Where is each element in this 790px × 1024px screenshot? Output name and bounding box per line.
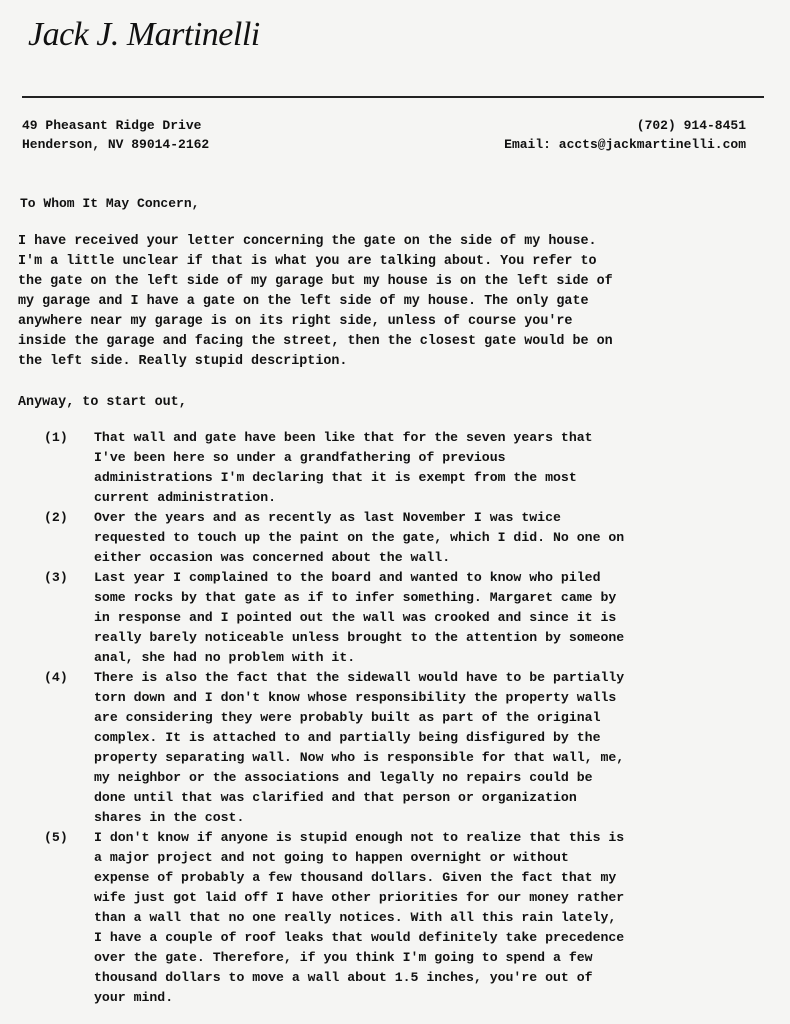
item-line: property separating wall. Now who is responsible for that wall, me, [94, 750, 625, 765]
letterhead-divider [22, 96, 764, 98]
item-line: done until that was clarified and that person or organization [94, 790, 577, 805]
intro-line: I have received your letter concerning the gate on the side of my house. [18, 234, 597, 249]
item-number: (4) [44, 670, 68, 685]
item-line: either occasion was concerned about the wall. [94, 550, 451, 565]
item-line: administrations I'm declaring that it is exempt from the most [94, 470, 577, 485]
item-line: expense of probably a few thousand dollars. Given the fact that my [94, 870, 617, 885]
item-line: I don't know if anyone is stupid enough not to realize that this is [94, 830, 625, 845]
list-item [44, 428, 764, 508]
item-line: a major project and not going to happen overnight or without [94, 850, 569, 865]
numbered-list [44, 428, 764, 1008]
item-text [94, 828, 624, 1008]
item-line: over the gate. Therefore, if you think I'm going to spend a few [94, 950, 593, 965]
intro-line: anywhere near my garage is on its right side, unless of course you're [18, 314, 573, 329]
item-line: torn down and I don't know whose responsibility the property walls [94, 690, 617, 705]
item-line: Last year I complained to the board and wanted to know who piled [94, 570, 601, 585]
item-number: (1) [44, 430, 68, 445]
address-line-city: Henderson, NV 89014-2162 [22, 137, 210, 152]
item-line: in response and I pointed out the wall was crooked and since it is [94, 610, 617, 625]
intro-line: the gate on the left side of my garage but my house is on the left side of [18, 274, 613, 289]
intro-line: the left side. Really stupid description. [18, 354, 348, 369]
intro-line: my garage and I have a gate on the left side of my house. The only gate [18, 294, 589, 309]
lead-in: Anyway, to start out, [18, 395, 187, 410]
item-line: thousand dollars to move a wall about 1.5 inches, you're out of [94, 970, 593, 985]
intro-paragraph [18, 232, 613, 372]
item-line: some rocks by that gate as if to infer something. Margaret came by [94, 590, 617, 605]
list-item [44, 668, 764, 828]
list-item [44, 508, 764, 568]
item-line: current administration. [94, 490, 277, 505]
salutation: To Whom It May Concern, [20, 196, 200, 211]
item-line: wife just got laid off I have other priorities for our money rather [94, 890, 625, 905]
list-item [44, 828, 764, 1008]
item-line: anal, she had no problem with it. [94, 650, 356, 665]
item-line: Over the years and as recently as last November I was twice [94, 510, 561, 525]
item-text [94, 668, 624, 828]
item-text [94, 428, 593, 508]
item-line: really barely noticeable unless brought to the attention by someone [94, 630, 625, 645]
sender-phone: (702) 914-8451 [636, 118, 746, 133]
item-line: are considering they were probably built as part of the original [94, 710, 601, 725]
item-number: (5) [44, 830, 68, 845]
sender-email: Email: accts@jackmartinelli.com [504, 137, 746, 152]
item-line: There is also the fact that the sidewall would have to be partially [94, 670, 625, 685]
item-line: That wall and gate have been like that for the seven years that [94, 430, 593, 445]
item-line: requested to touch up the paint on the gate, which I did. No one on [94, 530, 625, 545]
sender-address [22, 116, 209, 154]
sender-contact [504, 116, 746, 154]
item-number: (2) [44, 510, 68, 525]
item-line: I've been here so under a grandfathering of previous [94, 450, 506, 465]
list-item [44, 568, 764, 668]
intro-line: inside the garage and facing the street, then the closest gate would be on [18, 334, 613, 349]
sender-name: Jack J. Martinelli [28, 16, 260, 53]
item-line: my neighbor or the associations and legally no repairs could be [94, 770, 593, 785]
item-line: your mind. [94, 990, 174, 1005]
address-line-street: 49 Pheasant Ridge Drive [22, 118, 202, 133]
item-text [94, 508, 624, 568]
item-number: (3) [44, 570, 68, 585]
intro-line: I'm a little unclear if that is what you are talking about. You refer to [18, 254, 597, 269]
item-text [94, 568, 624, 668]
item-line: complex. It is attached to and partially being disfigured by the [94, 730, 601, 745]
item-line: I have a couple of roof leaks that would definitely take precedence [94, 930, 625, 945]
item-line: than a wall that no one really notices. With all this rain lately, [94, 910, 617, 925]
item-line: shares in the cost. [94, 810, 245, 825]
